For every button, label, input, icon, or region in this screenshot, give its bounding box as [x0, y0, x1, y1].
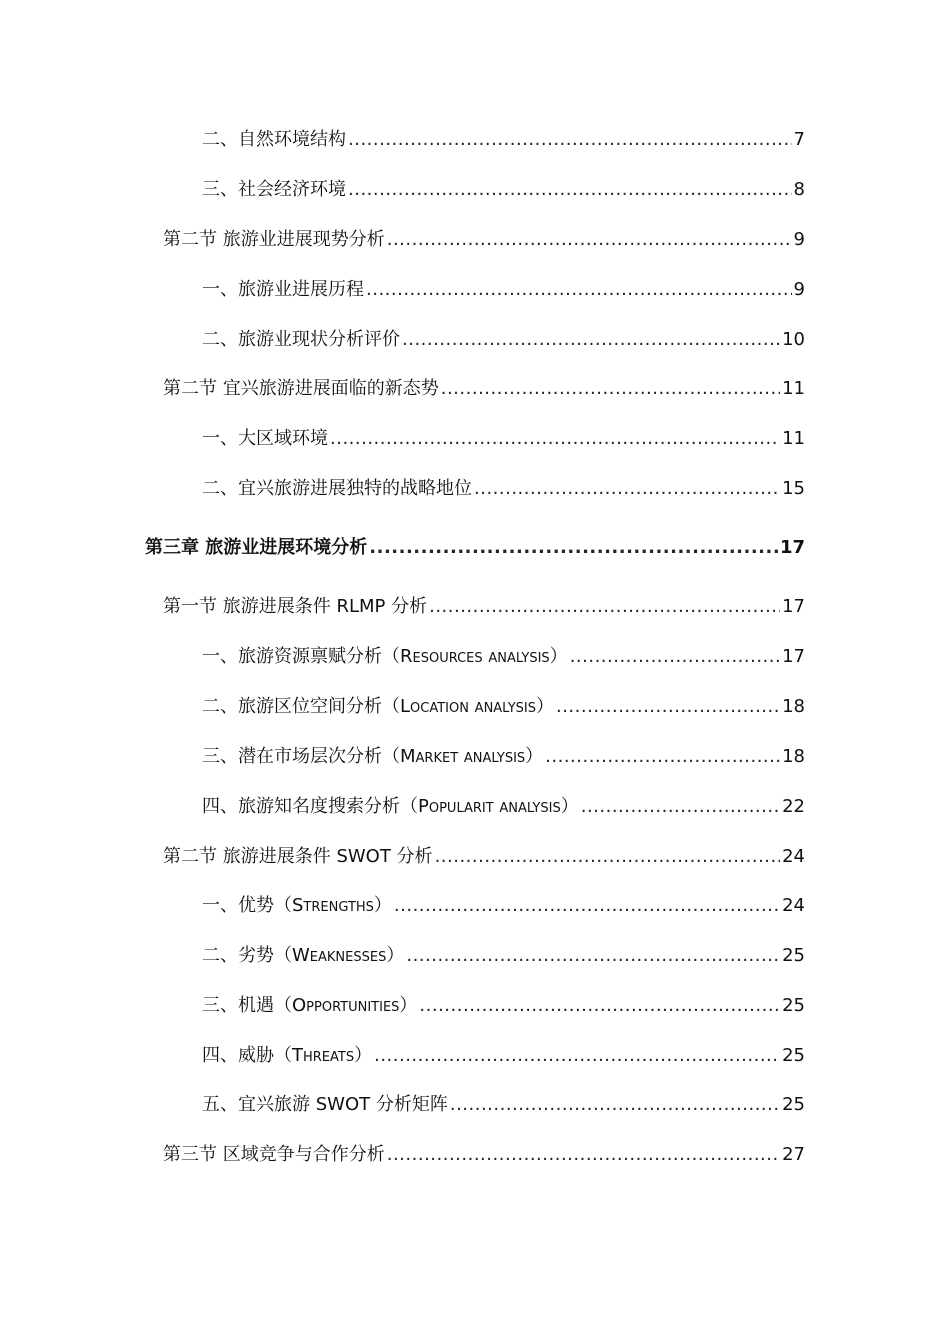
toc-entry-page: 25: [782, 1045, 805, 1066]
toc-entry[interactable]: [202, 944, 805, 968]
toc-entry[interactable]: [202, 278, 805, 302]
dot-leader: [348, 178, 792, 202]
toc-entry[interactable]: [202, 795, 805, 819]
dot-leader: [581, 795, 780, 819]
toc-entry-page: 24: [782, 895, 805, 916]
toc-entry[interactable]: [163, 228, 805, 252]
toc-entry-page: 18: [782, 746, 805, 767]
toc-entry-title: 第三章 旅游业进展环境分析: [145, 537, 368, 558]
toc-entry-title: 一、旅游资源禀赋分析（Resources analysis）: [202, 646, 568, 667]
toc-entry-page: 22: [782, 796, 805, 817]
toc-entry[interactable]: [202, 1093, 805, 1117]
toc-entry-title: 二、宜兴旅游进展独特的战略地位: [202, 478, 472, 499]
toc-entry[interactable]: [202, 745, 805, 769]
toc-entry-page: 24: [782, 846, 805, 867]
toc-entry-title: 三、机遇（Opportunities）: [202, 995, 418, 1016]
toc-entry-page: 25: [782, 945, 805, 966]
dot-leader: [570, 645, 780, 669]
dot-leader: [450, 1093, 780, 1117]
toc-entry[interactable]: [202, 128, 805, 152]
toc-entry[interactable]: [202, 1044, 805, 1068]
toc-entry-page: 11: [782, 378, 805, 399]
toc-entry[interactable]: [202, 645, 805, 669]
toc-entry-page: 25: [782, 1094, 805, 1115]
toc-entry[interactable]: [202, 328, 805, 352]
dot-leader: [402, 328, 780, 352]
dot-leader: [366, 278, 792, 302]
dot-leader: [474, 477, 780, 501]
toc-entry-page: 17: [782, 596, 805, 617]
toc-entry-title: 第一节 旅游进展条件 RLMP 分析: [163, 596, 428, 617]
toc-entry[interactable]: [163, 1143, 805, 1167]
toc-entry[interactable]: [202, 894, 805, 918]
dot-leader: [387, 1143, 780, 1167]
toc-entry-title: 第三节 区域竞争与合作分析: [163, 1144, 385, 1165]
dot-leader: [419, 994, 780, 1018]
toc-entry[interactable]: [163, 845, 805, 869]
toc-entry-title: 三、潜在市场层次分析（Market analysis）: [202, 746, 544, 767]
dot-leader: [556, 695, 780, 719]
dot-leader: [394, 894, 780, 918]
toc-entry-title: 第二节 旅游业进展现势分析: [163, 229, 385, 250]
toc-entry-page: 9: [793, 229, 805, 250]
toc-entry-page: 18: [782, 696, 805, 717]
toc-entry[interactable]: [202, 477, 805, 501]
toc-entry[interactable]: [202, 695, 805, 719]
toc-entry[interactable]: [163, 595, 805, 619]
toc-entry-page: 17: [779, 537, 805, 558]
dot-leader: [545, 745, 780, 769]
toc-entry-title: 五、宜兴旅游 SWOT 分析矩阵: [202, 1094, 448, 1115]
dot-leader: [369, 536, 778, 560]
dot-leader: [387, 228, 792, 252]
toc-entry-page: 11: [782, 428, 805, 449]
toc-entry[interactable]: [163, 377, 805, 401]
dot-leader: [406, 944, 780, 968]
toc-entry-page: 9: [793, 279, 805, 300]
toc-entry-title: 二、旅游业现状分析评价: [202, 329, 400, 350]
toc-entry-page: 8: [793, 179, 805, 200]
toc-entry-title: 四、威胁（Threats）: [202, 1045, 373, 1066]
toc-entry-title: 三、社会经济环境: [202, 179, 346, 200]
dot-leader: [330, 427, 780, 451]
toc-entry-title: 二、劣势（Weaknesses）: [202, 945, 405, 966]
toc-entry-page: 25: [782, 995, 805, 1016]
toc-entry-title: 四、旅游知名度搜索分析（Popularit analysis）: [202, 796, 579, 817]
toc-entry-title: 第二节 宜兴旅游进展面临的新态势: [163, 378, 439, 399]
dot-leader: [374, 1044, 780, 1068]
toc-entry[interactable]: [202, 427, 805, 451]
toc-entry[interactable]: [202, 994, 805, 1018]
toc-entry-page: 17: [782, 646, 805, 667]
dot-leader: [441, 377, 780, 401]
dot-leader: [435, 845, 781, 869]
toc-entry-title: 一、大区域环境: [202, 428, 328, 449]
toc-entry-title: 二、旅游区位空间分析（Location analysis）: [202, 696, 554, 717]
toc-entry-page: 7: [793, 129, 805, 150]
toc-entry-page: 15: [782, 478, 805, 499]
toc-entry-title: 一、旅游业进展历程: [202, 279, 364, 300]
toc-entry-title: 二、自然环境结构: [202, 129, 346, 150]
toc-entry-page: 27: [782, 1144, 805, 1165]
toc-entry-title: 一、优势（Strengths）: [202, 895, 392, 916]
dot-leader: [429, 595, 780, 619]
toc-entry[interactable]: [202, 178, 805, 202]
dot-leader: [348, 128, 792, 152]
toc-entry-page: 10: [782, 329, 805, 350]
toc-entry-title: 第二节 旅游进展条件 SWOT 分析: [163, 846, 433, 867]
toc-chapter-entry[interactable]: [145, 536, 805, 560]
